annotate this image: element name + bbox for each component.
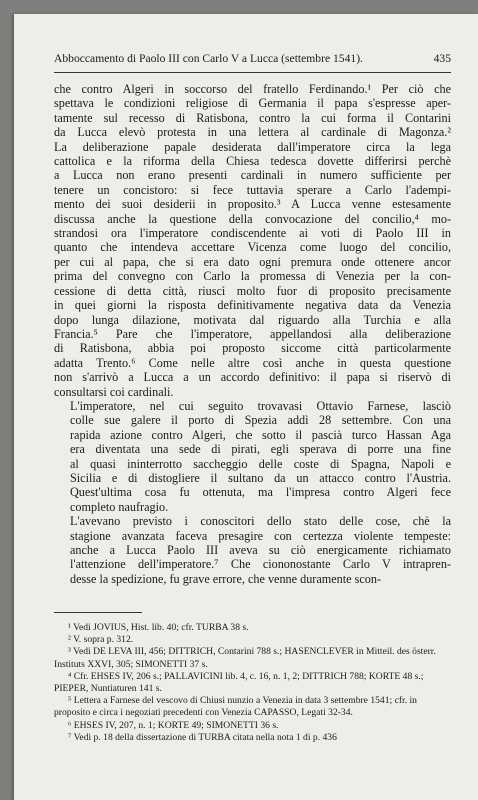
text-line: tamente sul recesso di Ratisbona, contro la cui forma il Contarini <box>54 110 451 125</box>
text-line: adatta Trento.⁶ Come nelle altre così anche in questa questione <box>54 355 451 370</box>
footnote-4: ⁴ Cfr. EHSES IV, 206 s.; PALLAVICINI lib. 4, c. 16, n. 1, 2; DITTRICH 788; KORTE 48 s.; PIEPER, Nuntiaturen 141 s. <box>54 670 424 695</box>
text-line: da Lucca elevò protesta in una lettera al cardinale di Magonza.² <box>54 125 451 140</box>
text-line: strandosi ora l'imperatore condiscendente ai voti di Paolo III in <box>54 226 451 241</box>
paragraph-3 <box>54 514 451 586</box>
text-line: Sicilia e di distogliere il sultano da un attacco contro l'Austria. <box>70 470 451 485</box>
footnote-5: ⁵ Lettera a Farnese del vescovo di Chiusi nunzio a Venezia in data 3 settembre 1541; cfr. in proposito e circa i negoziati precedenti con Venezia CAPASSO, Legati 32-34. <box>54 695 417 719</box>
text-line: era diventata una sede di pirati, egli sperava di porre una fine <box>70 442 451 457</box>
text-line: colle sue galere il porto di Spezia addì 28 settembre. Con una <box>70 413 451 428</box>
text-line: Quest'ultima cosa fu ottenuta, ma l'impresa contro Algeri fece <box>70 485 451 500</box>
text-line: l'attenzione dell'imperatore.⁷ Che ciononostante Carlo V intrapren- <box>70 557 451 572</box>
text-line: al quasi ininterrotto saccheggio delle coste di Spagna, Napoli e <box>70 456 451 471</box>
text-line: completo naufragio. <box>70 499 169 514</box>
text-line: rapida azione contro Algeri, che sotto il pascià turco Hassan Aga <box>70 427 451 442</box>
text-line: non s'arrivò a Lucca a un accordo definitivo: il papa si riservò di <box>54 370 451 385</box>
page-number: 435 <box>433 52 451 65</box>
text-line: desse la spedizione, fu grave errore, che venne duramente scon- <box>70 571 381 586</box>
footnote-1: ¹ Vedi JOVIUS, Hist. lib. 40; cfr. TURBA 38 s. <box>68 622 249 633</box>
text-line: mento dei suoi desiderii in proposito.³ A Lucca venne estesamente <box>54 197 451 212</box>
header-rule <box>54 72 451 73</box>
footnote-rule <box>54 612 142 613</box>
body-text <box>54 82 451 586</box>
text-line: L'imperatore, nel cui seguito trovavasi Ottavio Farnese, lasciò <box>70 398 451 413</box>
text-line: che contro Algeri in soccorso del fratello Ferdinando.¹ Per ciò che <box>54 82 451 96</box>
footnote-2: ² V. sopra p. 312. <box>68 634 134 646</box>
text-line: cessione di detta città, riuscì molto fuor di proposito precisamente <box>54 283 451 298</box>
footnote-3: ³ Vedi DE LEVA III, 456; DITTRICH, Contarini 788 s.; HASENCLEVER in Mitteil. des österr. Instituts XXVI, 305; SIMONETTI 37 s. <box>54 646 436 670</box>
text-line: spettava le condizioni religiose di Germania il papa s'espresse aper- <box>54 96 451 111</box>
text-line: in quei giorni la risposta definitivamente negativa data da Venezia <box>54 298 451 313</box>
paragraph-1 <box>54 82 451 399</box>
header-title: Abboccamento di Paolo III con Carlo V a Lucca (settembre 1541). <box>54 52 363 65</box>
text-line: Francia.⁵ Pare che l'imperatore, appellandosi alla deliberazione <box>54 326 451 341</box>
text-line: tenere un concistoro: si fece tuttavia sperare a Carlo l'adempi- <box>54 182 451 197</box>
footnotes <box>54 622 451 744</box>
text-line: discussa anche la questione della convocazione del concilio,⁴ mo- <box>54 211 451 226</box>
text-line: La deliberazione papale desiderata dall'imperatore circa la lega <box>54 139 451 154</box>
text-line: cattolica e la riforma della Chiesa tedesca dovette differirsi perchè <box>54 154 451 169</box>
text-line: consultarsi coi cardinali. <box>54 384 174 399</box>
text-line: a Lucca non erano presenti cardinali in numero sufficiente per <box>54 168 451 183</box>
text-line: L'avevano previsto i conoscitori dello stato delle cose, chè la <box>70 514 451 529</box>
footnote-6: ⁶ EHSES IV, 207, n. 1; KORTE 49; SIMONETTI 36 s. <box>68 719 279 731</box>
text-line: anche a Lucca Paolo III aveva su ciò energicamente richiamato <box>70 543 451 557</box>
text-line: quanto che intendeva accettare Vicenza come luogo del concilio, <box>54 240 451 255</box>
book-page <box>14 14 478 800</box>
text-line: per cui al papa, che si era dato ogni premura onde ottenere ancor <box>54 254 451 269</box>
text-line: di Ratisbona, abbia poi proposto siccome città particolarmente <box>54 341 451 356</box>
running-header <box>54 52 451 66</box>
text-line: prima del convegno con Carlo la promessa di Venezia per la con- <box>54 269 451 284</box>
text-line: dopo lunga dilazione, motivata dal riguardo alla Turchia e alla <box>54 312 451 327</box>
paragraph-2 <box>54 399 451 514</box>
text-line: stagione avanzata faceva presagire con certezza violente tempeste: <box>70 528 451 543</box>
footnote-7: ⁷ Vedi p. 18 della dissertazione di TURBA citata nella nota 1 di p. 436 <box>68 731 337 743</box>
